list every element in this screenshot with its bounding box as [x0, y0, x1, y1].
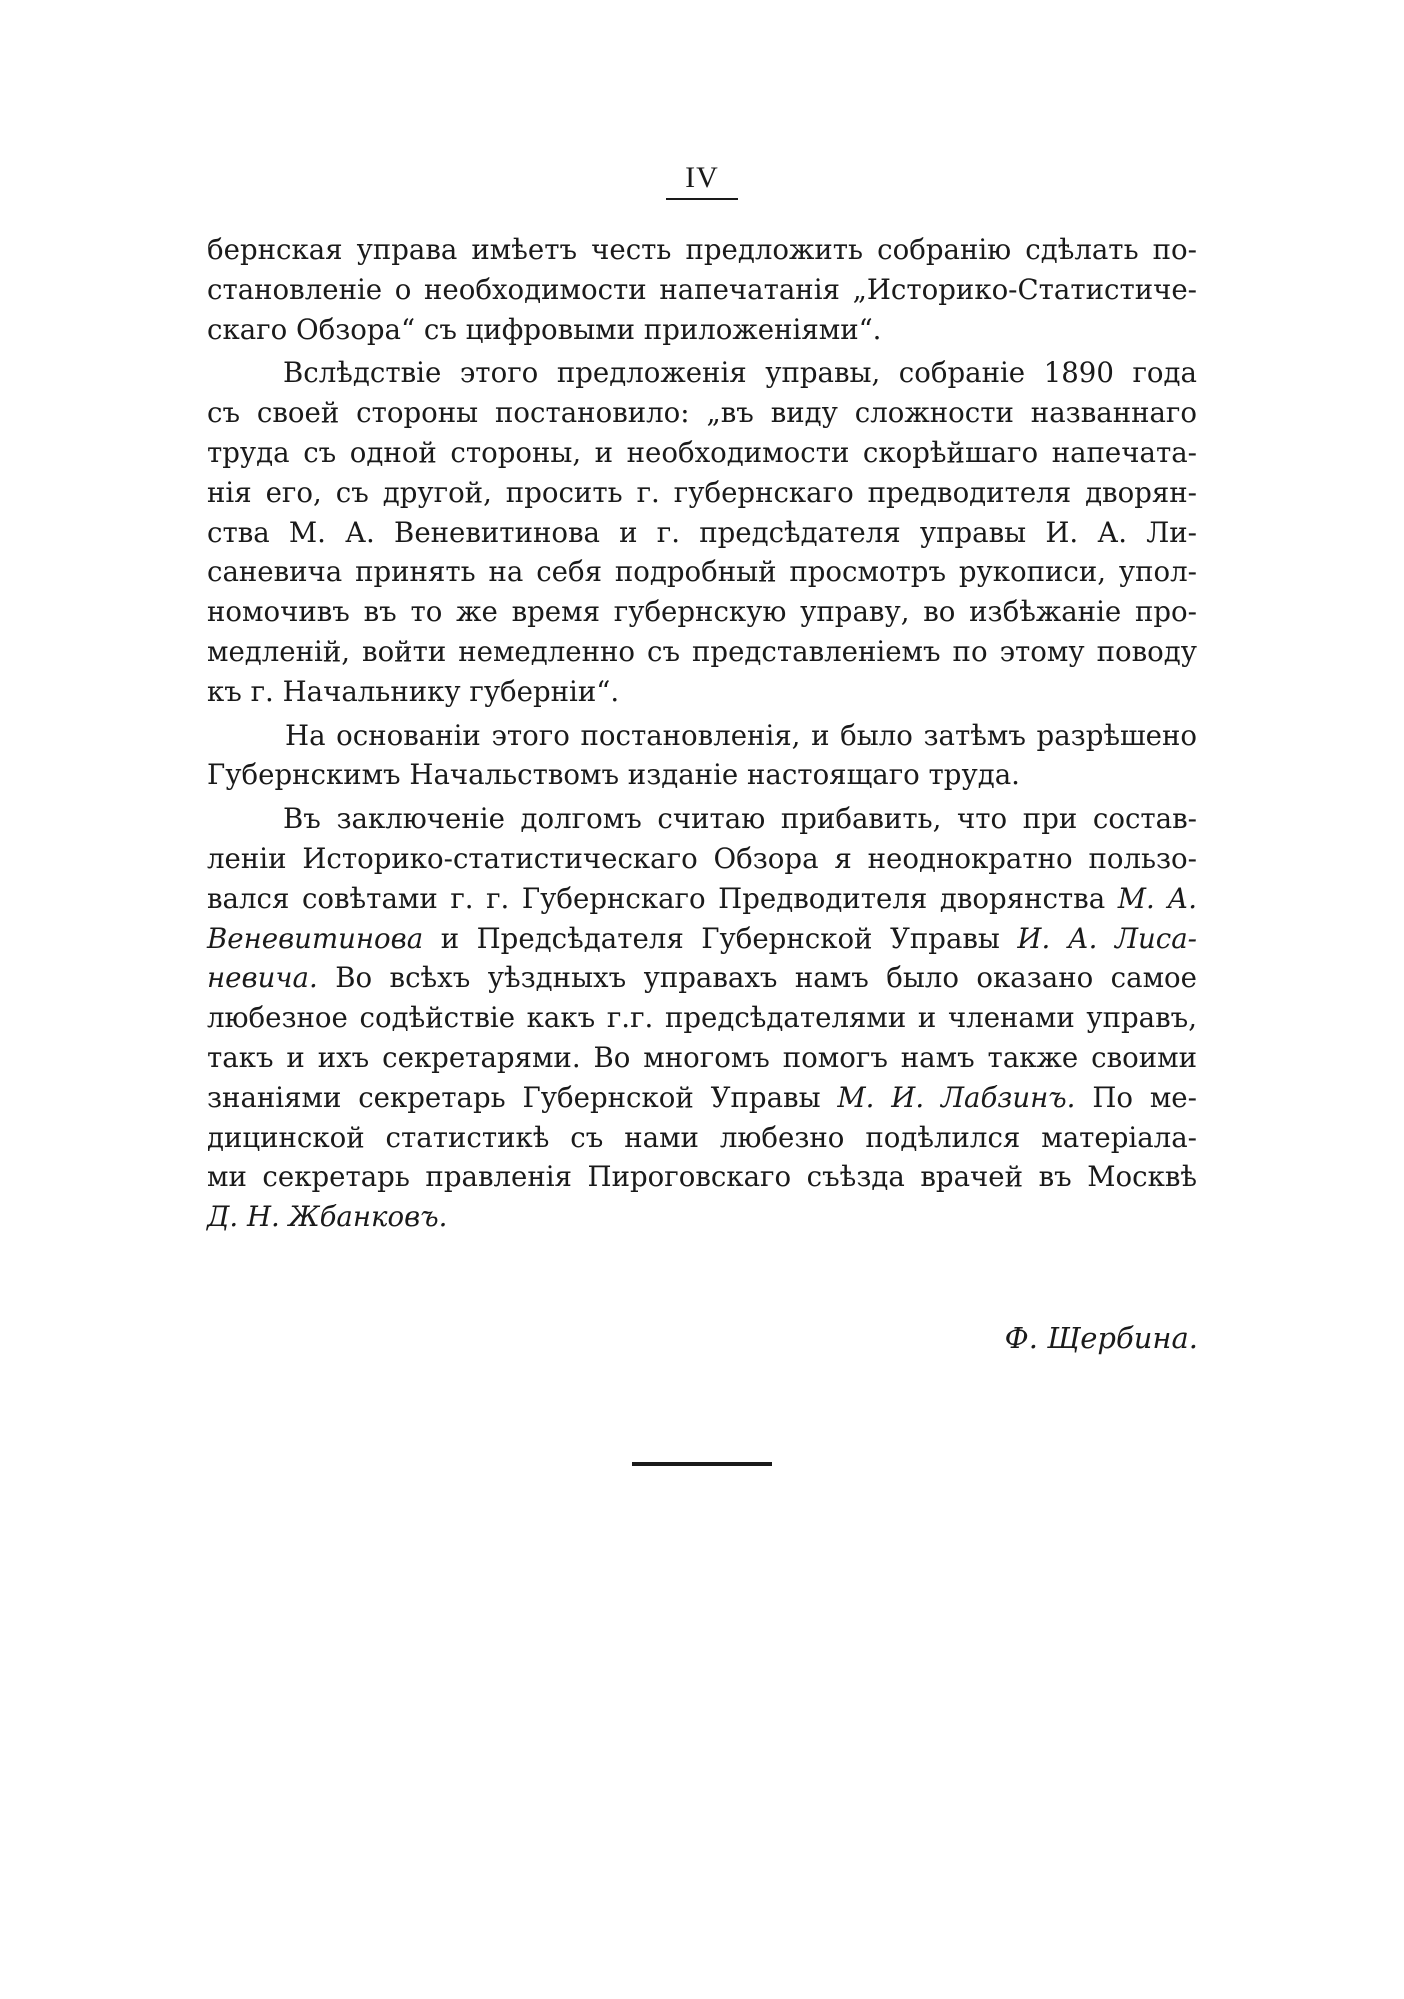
text-line: бернская управа имѣетъ честь предложить собранію сдѣлать по-: [207, 233, 1197, 266]
end-rule: [632, 1462, 772, 1466]
text-line: На основаніи этого постановленія, и было затѣмъ разрѣшено: [285, 718, 1197, 752]
name-italic: И. А. Лиса-: [1017, 921, 1197, 955]
text-line: [207, 1197, 1197, 1237]
text-run: и Предсѣдателя Губернской Управы: [440, 921, 1000, 955]
text-line: къ г. Начальнику губерніи“.: [207, 674, 620, 708]
text-line: медленій, войти немедленно съ представленіемъ по этому поводу: [207, 634, 1197, 668]
text-line: ства М. А. Веневитинова и г. предсѣдателя управы И. А. Ли-: [207, 515, 1197, 549]
name-italic: М. А.: [1117, 881, 1197, 915]
text-line: дицинской статистикѣ съ нами любезно подѣлился матеріала-: [207, 1120, 1197, 1154]
text-line: [207, 958, 1197, 998]
text-line: ми секретарь правленія Пироговскаго съѣзда врачей въ Москвѣ: [207, 1160, 1197, 1194]
text-line: Вслѣдствіе этого предложенія управы, собраніе 1890 года: [283, 356, 1197, 390]
text-run: Во всѣхъ уѣздныхъ управахъ намъ было оказано самое: [335, 961, 1197, 995]
header-rule: [666, 198, 738, 200]
text-line: леніи Историко-статистическаго Обзора я неоднократно пользо-: [207, 841, 1197, 875]
text-line: [207, 879, 1197, 919]
name-italic: невича.: [207, 961, 318, 995]
body-text: [207, 230, 1197, 1237]
name-italic: Веневитинова: [207, 921, 424, 955]
text-line: Губернскимъ Начальствомъ изданіе настоящаго труда.: [207, 758, 1020, 792]
text-line: саневича принять на себя подробный просмотръ рукописи, упол-: [207, 555, 1197, 589]
text-line: съ своей стороны постановило: „въ виду сложности названнаго: [207, 396, 1197, 430]
text-line: номочивъ въ то же время губернскую управу, во избѣжаніе про-: [207, 595, 1197, 629]
text-line: [207, 919, 1197, 959]
name-italic: Д. Н. Жбанковъ.: [207, 1200, 448, 1234]
text-line: Въ заключеніе долгомъ считаю прибавить, что при состав-: [283, 802, 1197, 836]
text-line: становленіе о необходимости напечатанія „Историко-Статистиче-: [207, 272, 1197, 306]
text-line: такъ и ихъ секретарями. Во многомъ помогъ намъ также своими: [207, 1040, 1197, 1074]
text-line: скаго Обзора“ съ цифровыми приложеніями“.: [207, 312, 882, 346]
signature: Ф. Щербина.: [1004, 1321, 1198, 1355]
name-italic: М. И. Лабзинъ.: [837, 1080, 1076, 1114]
text-line: [207, 1078, 1197, 1118]
text-line: нія его, съ другой, просить г. губернскаго предводителя дворян-: [207, 475, 1197, 509]
page-number: IV: [685, 161, 719, 194]
text-run: вался совѣтами г. г. Губернскаго Предводителя дворянства: [207, 881, 1106, 915]
text-line: любезное содѣйствіе какъ г.г. предсѣдателями и членами управъ,: [207, 1001, 1197, 1035]
text-run: По ме-: [1092, 1080, 1197, 1114]
text-run: знаніями секретарь Губернской Управы: [207, 1080, 821, 1114]
text-line: труда съ одной стороны, и необходимости скорѣйшаго напечата-: [207, 435, 1197, 469]
